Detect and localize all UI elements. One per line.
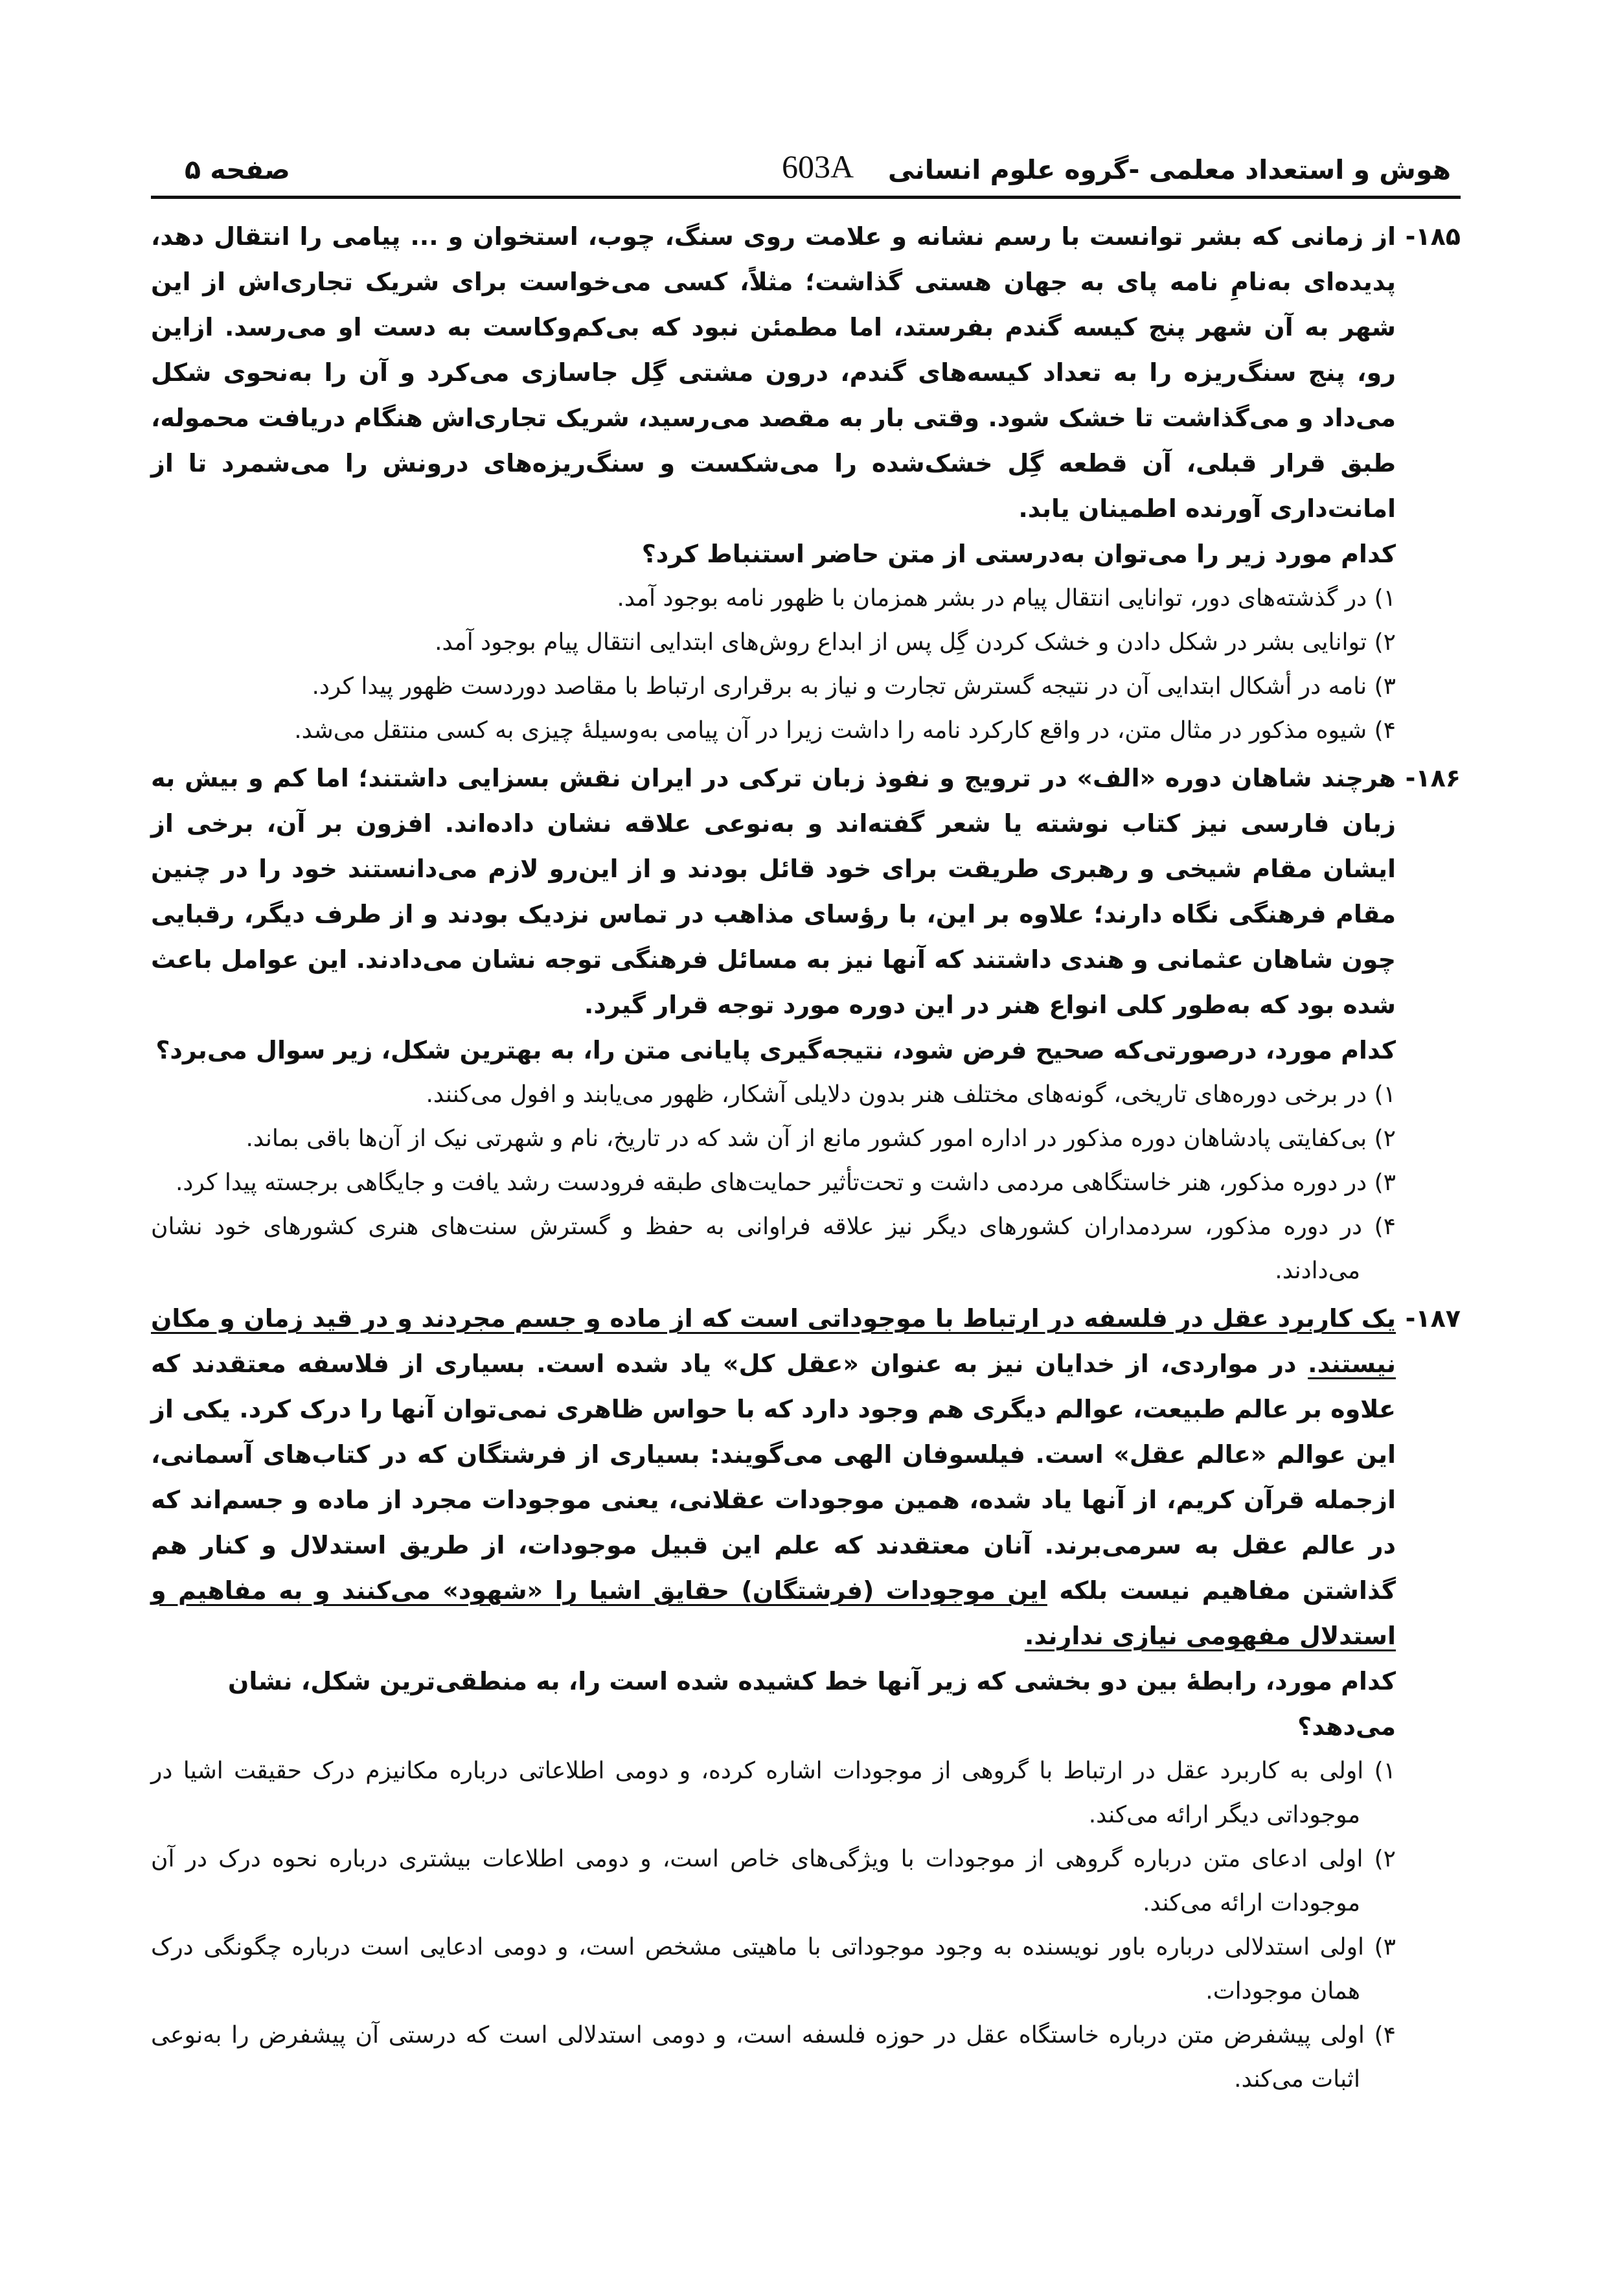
page-number: صفحه ۵ xyxy=(185,154,290,185)
stem-middle-text: در مواردی، از خدایان نیز به عنوان «عقل کل» یاد شده است. بسیاری از فلاسفه معتقدند که علاوه بر عالم طبیعت، عوالم دیگری هم وجود دارد که با حواس ظاهری نمی‌توان آنها را درک کرد. یکی از این عوالم «عالم عقل» است. فیلسوفان الهی می‌گویند: بسیاری از فرشتگان که در کتاب‌های آسمانی، ازجمله قرآن کریم، از آنها یاد شده، همین موجودات عقلانی، یعنی موجودات مجرد از ماده و جسم‌اند که در عالم عقل به سرمی‌برند. آنان معتقدند که علم این قبیل موجودات، از طریق استدلال و کنار هم گذاشتن مفاهیم نیست بلکه xyxy=(151,1349,1396,1605)
question-stem: هرچند شاهان دوره «الف» در ترویج و نفوذ زبان ترکی در ایران نقش بسزایی داشتند؛ اما کم و بیش به زبان فارسی نیز کتاب نوشته یا شعر گفته‌اند و به‌نوعی علاقه نشان داده‌اند. افزون بر آن، برخی از ایشان مقام شیخی و رهبری طریقت برای خود قائل بودند و از این‌رو لازم می‌دانستند خود را در چنین مقام فرهنگی نگاه دارند؛ علاوه بر این، با رؤسای مذاهب در تماس نزدیک بودند و از طرف دیگر، رقبایی چون شاهان عثمانی و هندی داشتند که آنها نیز به مسائل فرهنگی توجه نشان می‌دادند. این عوامل باعث شده بود که به‌طور کلی انواع هنر در این دوره مورد توجه قرار گیرد. xyxy=(151,764,1396,1019)
option-4[interactable]: ۴) در دوره مذکور، سردمداران کشورهای دیگر نیز علاقه فراوانی به حفظ و گسترش سنت‌های هنری کشورهای خود نشان می‌دادند. xyxy=(151,1213,1396,1284)
question-prompt: کدام مورد، رابطۀ بین دو بخشی که زیر آنها خط کشیده شده است را، به منطقی‌ترین شکل، نشان می‌دهد؟ xyxy=(227,1667,1396,1741)
booklet-code: 603A xyxy=(781,148,854,185)
option-1[interactable]: ۱) در برخی دوره‌های تاریخی، گونه‌های مختلف هنر بدون دلایلی آشکار، ظهور می‌یابند و افول می‌کنند. xyxy=(426,1081,1396,1108)
question-number: ۱۸۶- xyxy=(1405,764,1461,792)
option-3[interactable]: ۳) نامه در أشکال ابتدایی آن در نتیجه گسترش تجارت و نیاز به برقراری ارتباط با مقاصد دوردست ظهور پیدا کرد. xyxy=(312,673,1396,700)
option-2[interactable]: ۲) توانایی بشر در شکل دادن و خشک کردن گِل پس از ابداع روش‌های ابتدایی انتقال پیام بوجود آمد. xyxy=(435,629,1396,656)
underlined-part-1: یک کاربرد عقل در فلسفه در ارتباط با موجوداتی است که از ماده و جسم مجردند و در قید زمان و مکان نیستند. xyxy=(151,1304,1396,1378)
question-stem: از زمانی که بشر توانست با رسم نشانه و علامت روی سنگ، چوب، استخوان و ... پیامی را انتقال دهد، پدیده‌ای به‌نامِ نامه پای به جهان هستی گذاشت؛ مثلاً، کسی می‌خواست برای شریک تجاری‌اش از این شهر به آن شهر پنج کیسه گندم بفرستد، اما مطمئن نبود که بی‌کم‌وکاست به دست او می‌رسد. ازاین رو، پنج سنگ‌ریزه را به تعداد کیسه‌های گندم، درون مشتی گِل جاسازی می‌کرد و آن را به‌نحوی شکل می‌داد و می‌گذاشت تا خشک شود. وقتی بار به مقصد می‌رسید، شریک تجاری‌اش هنگام دریافت محموله، طبق قرار قبلی، آن قطعه گِل خشک‌شده را می‌شکست و سنگ‌ریزه‌های درونش را می‌شمرد تا از امانت‌داری آورنده اطمینان یابد. xyxy=(151,222,1396,523)
option-3[interactable]: ۳) اولی استدلالی درباره باور نویسنده به وجود موجوداتی با ماهیتی مشخص است، و دومی ادعایی است درباره چگونگی درک همان موجودات. xyxy=(151,1934,1396,2004)
exam-title: هوش و استعداد معلمی -گروه علوم انسانی xyxy=(887,154,1451,185)
option-2[interactable]: ۲) اولی ادعای متن درباره گروهی از موجودات با ویژگی‌های خاص است، و دومی اطلاعات بیشتری درباره نحوه درک در آن موجودات ارائه می‌کند. xyxy=(151,1846,1396,1916)
option-3[interactable]: ۳) در دوره مذکور، هنر خاستگاهی مردمی داشت و تحت‌تأثیر حمایت‌های طبقه فرودست رشد یافت و جایگاهی برجسته پیدا کرد. xyxy=(175,1169,1396,1196)
question-186 xyxy=(151,755,1461,1293)
question-stem xyxy=(151,1296,1396,1659)
question-number: ۱۸۷- xyxy=(1405,1304,1461,1333)
question-prompt: کدام مورد، درصورتی‌که صحیح فرض شود، نتیجه‌گیری پایانی متن را، به بهترین شکل، زیر سوال می‌برد؟ xyxy=(155,1036,1396,1064)
option-4[interactable]: ۴) شیوه مذکور در مثال متن، در واقع کارکرد نامه را داشت زیرا در آن پیامی به‌وسیلۀ چیزی به کسی منتقل می‌شد. xyxy=(294,717,1396,744)
question-187 xyxy=(151,1296,1461,2102)
option-1[interactable]: ۱) در گذشته‌های دور، توانایی انتقال پیام در بشر همزمان با ظهور نامه بوجود آمد. xyxy=(617,585,1396,612)
question-185 xyxy=(151,214,1461,753)
options-list xyxy=(151,1749,1396,2102)
options-list xyxy=(151,1073,1396,1293)
page-header xyxy=(185,141,1451,200)
underlined-part-2: این موجودات (فرشتگان) حقایق اشیا را «شهود» می‌کنند و به مفاهیم و استدلال مفهومی نیازی ندارند. xyxy=(151,1576,1396,1650)
header-divider xyxy=(151,196,1461,199)
option-2[interactable]: ۲) بی‌کفایتی پادشاهان دوره مذکور در اداره امور کشور مانع از آن شد که در تاریخ، نام و شهرتی نیک از آن‌ها باقی بماند. xyxy=(245,1125,1396,1152)
questions-content xyxy=(151,214,1461,2102)
question-prompt: کدام مورد زیر را می‌توان به‌درستی از متن حاضر استنباط کرد؟ xyxy=(641,540,1396,568)
option-1[interactable]: ۱) اولی به کاربرد عقل در ارتباط با گروهی از موجودات اشاره کرده، و دومی اطلاعاتی درباره مکانیزم درک حقیقت اشیا در موجوداتی دیگر ارائه می‌کند. xyxy=(151,1758,1396,1828)
question-number: ۱۸۵- xyxy=(1405,222,1461,251)
options-list xyxy=(151,577,1396,753)
option-4[interactable]: ۴) اولی پیشفرض متن درباره خاستگاه عقل در حوزه فلسفه است، و دومی استدلالی است که درستی آن پیشفرض را به‌نوعی اثبات می‌کند. xyxy=(151,2022,1396,2093)
